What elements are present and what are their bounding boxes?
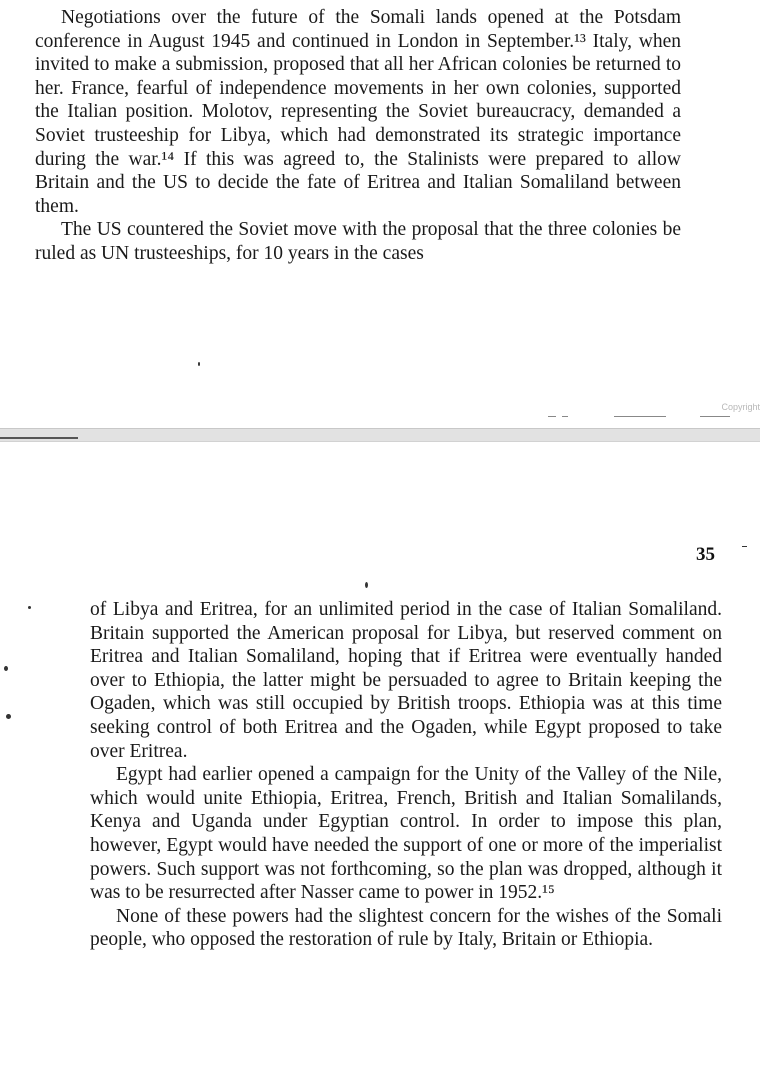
separator-mark	[0, 437, 78, 439]
bottom-text-block	[90, 598, 722, 952]
paragraph-potsdam-negotiations: Negotiations over the future of the Somali lands opened at the Potsdam conference in August 1945 and continued in London in September.¹³ Italy, when invited to make a submission, proposed that all her African colonies be returned to her. France, fearful of independence movements in her own colonies, supported the Italian position. Molotov, representing the Soviet bureaucracy, demanded a Soviet trusteeship for Libya, which had demonstrated its strategic importance during the war.¹⁴ If this was agreed to, the Stalinists were prepared to allow Britain and the US to decide the fate of Eritrea and Italian Somaliland between them.	[35, 7, 681, 217]
paragraph-libya-eritrea-continued: of Libya and Eritrea, for an unlimited period in the case of Italian Somaliland. Britain supported the American proposal for Libya, but reserved comment on Eritrea and Italian Somaliland, hoping that if Eritrea were eventually handed over to Ethiopia, the latter might be persuaded to agree to Britain keeping the Ogaden, which was still occupied by British troops. Ethiopia was at this time seeking control of both Eritrea and the Ogaden, while Egypt proposed to take over Eritrea.	[90, 599, 722, 762]
scan-dash	[548, 416, 556, 417]
scan-speck	[742, 546, 747, 547]
scan-dash	[700, 416, 730, 417]
scan-dash	[614, 416, 666, 417]
scan-speck	[28, 606, 31, 609]
top-page-scan	[0, 0, 760, 428]
scan-speck	[6, 714, 11, 719]
bottom-page-scan	[0, 440, 760, 1090]
copyright-watermark: Copyright	[721, 402, 760, 412]
paragraph-somali-wishes: None of these powers had the slightest concern for the wishes of the Somali people, who opposed the restoration of rule by Italy, Britain or Ethiopia.	[90, 905, 722, 951]
scan-speck	[198, 362, 200, 366]
scan-speck	[365, 582, 368, 588]
top-text-block	[35, 6, 681, 266]
scan-dash	[562, 416, 568, 417]
page-number: 35	[696, 544, 715, 565]
scan-speck	[4, 666, 8, 671]
paragraph-egypt-nile-unity: Egypt had earlier opened a campaign for the Unity of the Valley of the Nile, which would unite Ethiopia, Eritrea, French, British and Italian Somalilands, Kenya and Uganda under Egyptian control. In order to impose this plan, however, Egypt would have needed the support of one or more of the imperialist powers. Such support was not forthcoming, so the plan was dropped, although it was to be resurrected after Nasser came to power in 1952.¹⁵	[90, 764, 722, 904]
paragraph-us-counter-proposal: The US countered the Soviet move with the proposal that the three colonies be ruled as UN trusteeships, for 10 years in the cases	[35, 219, 681, 264]
